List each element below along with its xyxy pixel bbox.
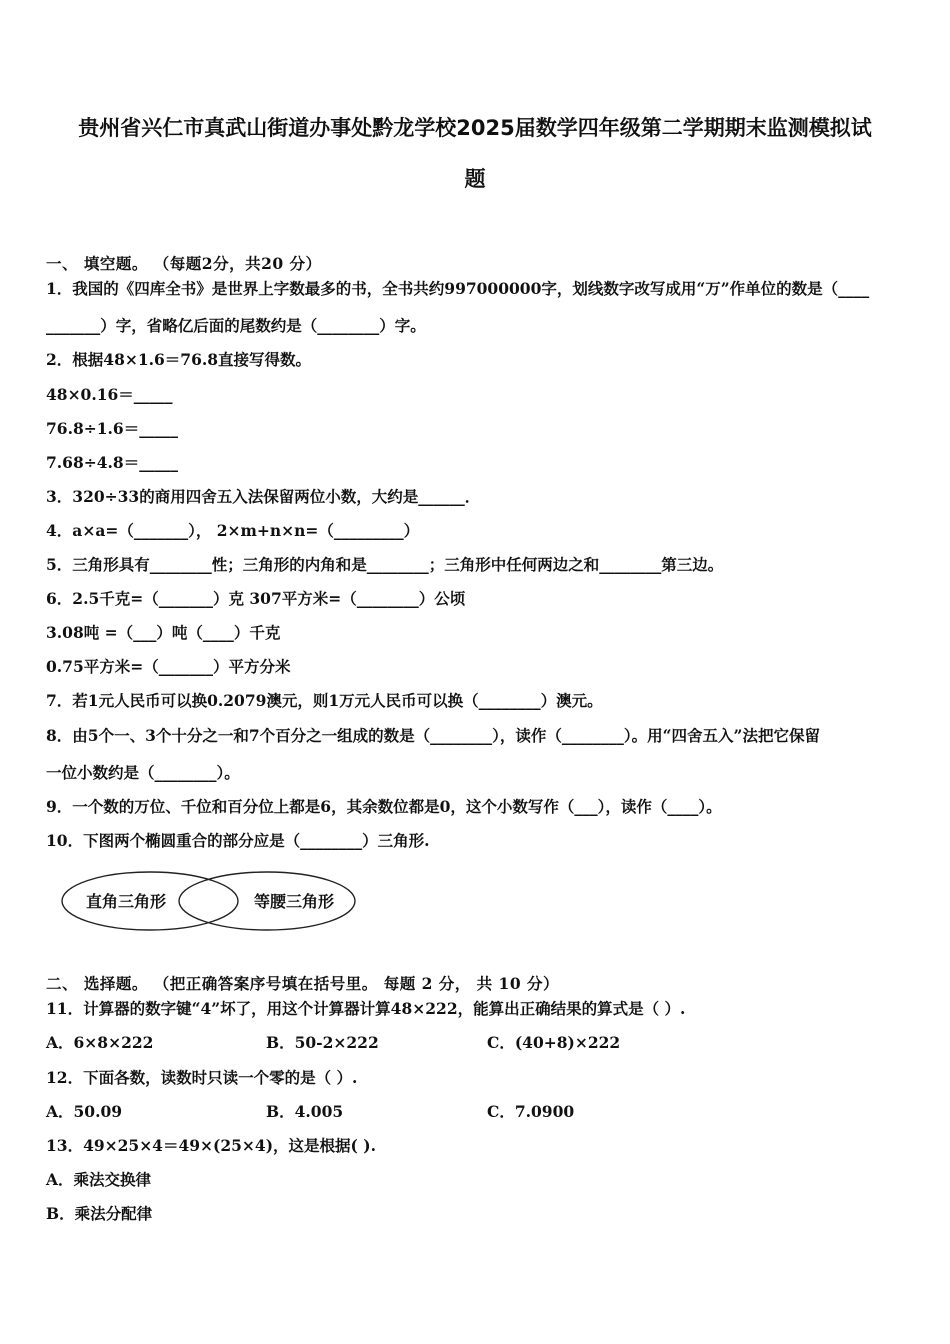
page-title-line2: 题	[464, 167, 486, 191]
q6-b: 3.08吨 =（___）吨（____）千克	[46, 623, 281, 642]
section2-heading: 二、 选择题。 （把正确答案序号填在括号里。 每题 2 分， 共 10 分）	[46, 974, 560, 993]
venn-diagram	[60, 866, 360, 934]
q5: 5．三角形具有________性；三角形的内角和是________；三角形中任何两边之和________第三边。	[46, 555, 724, 574]
q12-option-c: C．7.0900	[487, 1102, 575, 1121]
section1-heading: 一、 填空题。 （每题2分，共20 分）	[46, 254, 322, 273]
q13-option-b: B．乘法分配律	[46, 1204, 153, 1223]
venn-left-label: 直角三角形	[85, 892, 167, 911]
q1-line2: _______）字，省略亿后面的尾数约是（________）字。	[46, 316, 426, 335]
q11-option-b: B．50-2×222	[266, 1033, 379, 1052]
q2-stem: 2．根据48×1.6＝76.8直接写得数。	[46, 350, 312, 369]
page-title-line1: 贵州省兴仁市真武山街道办事处黔龙学校2025届数学四年级第二学期期末监测模拟试	[78, 116, 872, 140]
q13-stem: 13．49×25×4＝49×(25×4)，这是根据( ).	[46, 1136, 376, 1155]
q2-b: 76.8÷1.6＝_____	[46, 419, 178, 438]
q1-line1: 1．我国的《四库全书》是世界上字数最多的书，全书共约997000000字，划线数字改写成用“万”作单位的数是（____	[46, 279, 870, 298]
venn-right-label: 等腰三角形	[253, 892, 335, 911]
q11-stem: 11．计算器的数字键“4”坏了，用这个计算器计算48×222，能算出正确结果的算式是（ ）.	[46, 999, 686, 1018]
q2-c: 7.68÷4.8＝_____	[46, 453, 178, 472]
q3: 3．320÷33的商用四舍五入法保留两位小数，大约是______．	[46, 487, 481, 506]
q12-option-b: B．4.005	[266, 1102, 344, 1121]
q11-option-c: C．(40+8)×222	[487, 1033, 621, 1052]
q12-stem: 12．下面各数，读数时只读一个零的是（ ）.	[46, 1068, 358, 1087]
q8-line2: 一位小数约是（________）。	[46, 763, 240, 782]
q7: 7．若1元人民币可以换0.2079澳元，则1万元人民币可以换（________）澳元。	[46, 691, 603, 710]
q11-option-a: A．6×8×222	[46, 1033, 154, 1052]
q4: 4．a×a=（_______）， 2×m+n×n=（_________）	[46, 521, 420, 540]
q6-c: 0.75平方米=（_______）平方分米	[46, 657, 291, 676]
q12-option-a: A．50.09	[46, 1102, 123, 1121]
q2-a: 48×0.16＝_____	[46, 385, 173, 404]
q9: 9．一个数的万位、千位和百分位上都是6，其余数位都是0，这个小数写作（___），读作（____）。	[46, 797, 722, 816]
q10-stem: 10．下图两个椭圆重合的部分应是（________）三角形.	[46, 831, 430, 850]
q13-option-a: A．乘法交换律	[46, 1170, 152, 1189]
q8-line1: 8．由5个一、3个十分之一和7个百分之一组成的数是（________），读作（________）。用“四舍五入”法把它保留	[46, 726, 820, 745]
q6-a: 6．2.5千克=（_______）克 307平方米=（________）公顷	[46, 589, 466, 608]
